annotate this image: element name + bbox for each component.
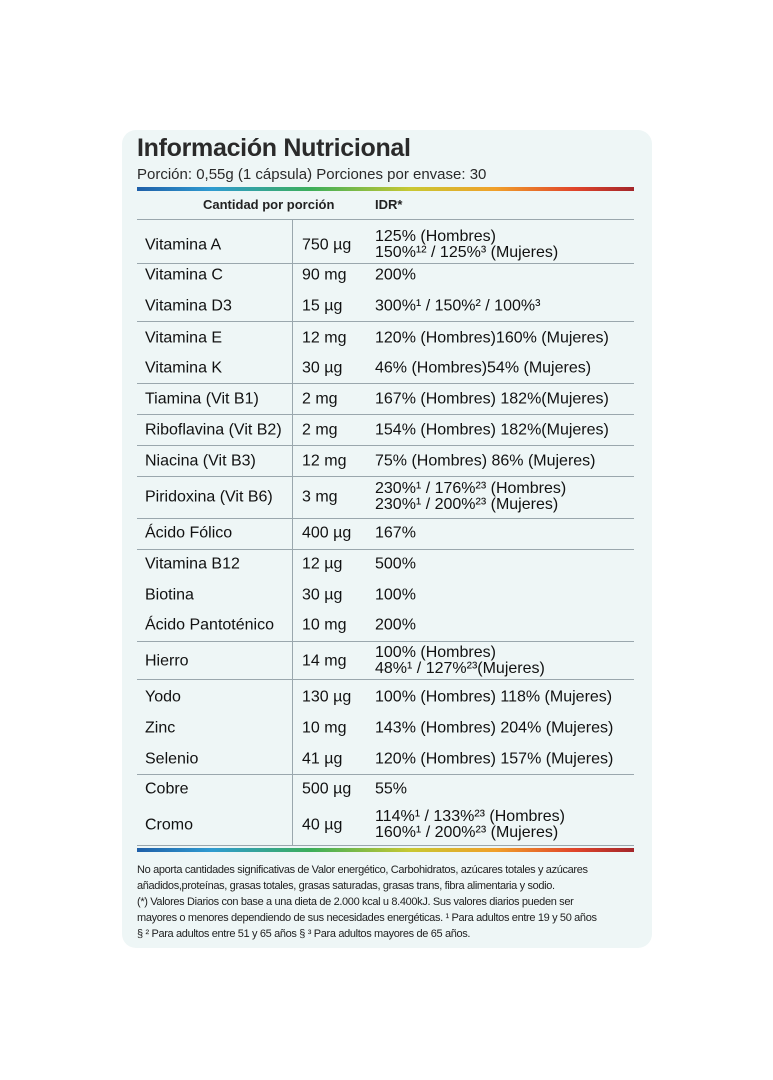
- nutrient-name: Cromo: [145, 816, 194, 834]
- nutrient-name: Yodo: [145, 688, 181, 706]
- header-amount-per-serving: Cantidad por porción: [203, 197, 335, 212]
- nutrient-name: Cobre: [145, 780, 189, 798]
- nutrient-quantity: 90 mg: [302, 266, 347, 284]
- nutrient-name: Biotina: [145, 586, 194, 604]
- nutrient-name: Vitamina K: [145, 359, 223, 377]
- rainbow-divider-top: [137, 187, 634, 191]
- nutrient-idr: [375, 809, 565, 841]
- nutrient-quantity: 130 µg: [302, 688, 352, 706]
- idr-line: 230%¹ / 200%²³ (Mujeres): [375, 496, 559, 513]
- nutrient-name: Hierro: [145, 652, 189, 670]
- footnote: [137, 862, 647, 942]
- row-divider: [137, 383, 634, 384]
- nutrient-name: Vitamina E: [145, 329, 223, 347]
- nutrient-quantity: 14 mg: [302, 652, 347, 670]
- nutrient-name: Selenio: [145, 750, 199, 768]
- footnote-line: (*) Valores Diarios con base a una dieta de 2.000 kcal u 8.400kJ. Sus valores diarios pueden ser: [137, 896, 574, 908]
- nutrient-idr: 167% (Hombres) 182%(Mujeres): [375, 390, 609, 408]
- nutrient-idr: 154% (Hombres) 182%(Mujeres): [375, 421, 609, 439]
- row-divider: [137, 321, 634, 322]
- serving-info: Porción: 0,55g (1 cápsula) Porciones por envase: 30: [137, 166, 487, 183]
- nutrient-name: Niacina (Vit B3): [145, 452, 256, 470]
- header-idr: IDR*: [375, 197, 403, 212]
- nutrient-quantity: 41 µg: [302, 750, 343, 768]
- nutrient-name: Tiamina (Vit B1): [145, 390, 259, 408]
- nutrient-quantity: 30 µg: [302, 359, 343, 377]
- nutrient-idr: 200%: [375, 616, 416, 634]
- nutrient-quantity: 10 mg: [302, 616, 347, 634]
- nutrient-quantity: 3 mg: [302, 488, 338, 506]
- nutrient-idr: 75% (Hombres) 86% (Mujeres): [375, 452, 596, 470]
- footnote-line: mayores o menores dependiendo de sus necesidades energéticas. ¹ Para adultos entre 19 y 50 años: [137, 912, 597, 924]
- row-divider: [137, 518, 634, 519]
- nutrient-name: Vitamina C: [145, 266, 223, 284]
- nutrient-idr: [375, 229, 558, 261]
- nutrient-name: Riboflavina (Vit B2): [145, 421, 282, 439]
- row-divider: [137, 476, 634, 477]
- nutrient-idr: 200%: [375, 266, 416, 284]
- nutrient-quantity: 40 µg: [302, 816, 343, 834]
- row-divider: [137, 219, 634, 220]
- idr-line: 125% (Hombres): [375, 228, 496, 245]
- idr-line: 230%¹ / 176%²³ (Hombres): [375, 480, 567, 497]
- footnote-line: No aporta cantidades significativas de Valor energético, Carbohidratos, azúcares totales y azúcares: [137, 864, 588, 876]
- column-divider: [292, 219, 293, 845]
- row-divider: [137, 774, 634, 775]
- nutrient-idr: [375, 645, 545, 677]
- row-divider: [137, 845, 634, 846]
- nutrient-quantity: 12 mg: [302, 329, 347, 347]
- page-title: Información Nutricional: [137, 134, 411, 162]
- idr-line: 160%¹ / 200%²³ (Mujeres): [375, 824, 559, 841]
- nutrient-quantity: 400 µg: [302, 524, 352, 542]
- nutrient-name: Zinc: [145, 719, 176, 737]
- nutrient-name: Piridoxina (Vit B6): [145, 488, 273, 506]
- nutrient-idr: 120% (Hombres) 157% (Mujeres): [375, 750, 614, 768]
- row-divider: [137, 263, 634, 264]
- idr-line: 48%¹ / 127%²³(Mujeres): [375, 660, 545, 677]
- nutrient-quantity: 12 µg: [302, 555, 343, 573]
- row-divider: [137, 445, 634, 446]
- nutrient-quantity: 750 µg: [302, 236, 352, 254]
- nutrient-quantity: 30 µg: [302, 586, 343, 604]
- footnote-line: añadidos,proteínas, grasas totales, grasas saturadas, grasas trans, fibra alimentaria y sodio.: [137, 880, 555, 892]
- idr-line: 100% (Hombres): [375, 644, 496, 661]
- nutrient-idr: 100%: [375, 586, 416, 604]
- nutrient-idr: 120% (Hombres)160% (Mujeres): [375, 329, 609, 347]
- nutrient-idr: 100% (Hombres) 118% (Mujeres): [375, 688, 613, 706]
- nutrient-quantity: 2 mg: [302, 421, 338, 439]
- rainbow-divider-bottom: [137, 848, 634, 852]
- nutrient-name: Vitamina B12: [145, 555, 240, 573]
- row-divider: [137, 549, 634, 550]
- nutrition-table: [137, 219, 634, 845]
- nutrient-idr: 46% (Hombres)54% (Mujeres): [375, 359, 592, 377]
- nutrient-quantity: 10 mg: [302, 719, 347, 737]
- footnote-line: § ² Para adultos entre 51 y 65 años § ³ Para adultos mayores de 65 años.: [137, 928, 471, 940]
- nutrient-name: Ácido Pantoténico: [145, 616, 274, 634]
- nutrient-idr: 167%: [375, 524, 416, 542]
- nutrient-quantity: 12 mg: [302, 452, 347, 470]
- nutrient-name: Ácido Fólico: [145, 524, 233, 542]
- nutrient-idr: 55%: [375, 780, 408, 798]
- nutrient-idr: [375, 481, 566, 513]
- idr-line: 150%¹² / 125%³ (Mujeres): [375, 244, 559, 261]
- nutrient-idr: 500%: [375, 555, 416, 573]
- nutrient-quantity: 2 mg: [302, 390, 338, 408]
- nutrient-name: Vitamina D3: [145, 297, 232, 315]
- nutrient-idr: 143% (Hombres) 204% (Mujeres): [375, 719, 614, 737]
- nutrient-quantity: 15 µg: [302, 297, 343, 315]
- nutrient-idr: 300%¹ / 150%² / 100%³: [375, 297, 541, 315]
- idr-line: 114%¹ / 133%²³ (Hombres): [375, 808, 565, 825]
- nutrient-quantity: 500 µg: [302, 780, 352, 798]
- row-divider: [137, 414, 634, 415]
- nutrient-name: Vitamina A: [145, 236, 222, 254]
- row-divider: [137, 679, 634, 680]
- row-divider: [137, 641, 634, 642]
